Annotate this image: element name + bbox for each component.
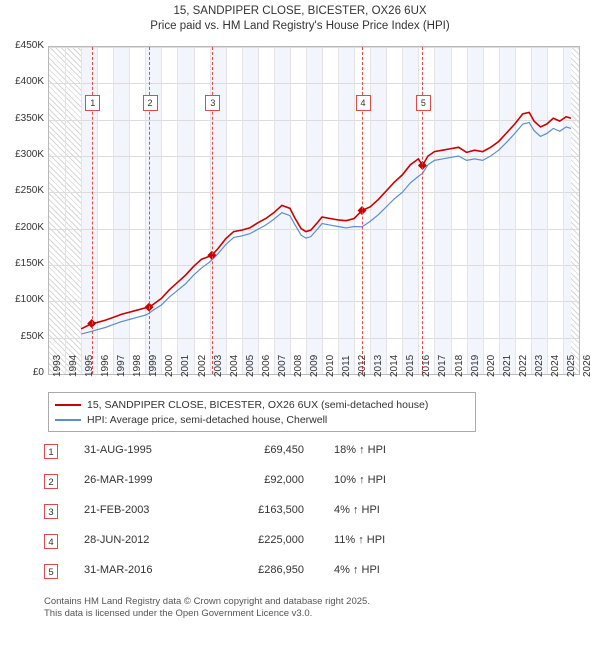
table-row [44, 560, 564, 590]
legend-item-hpi [55, 412, 469, 427]
row-date: 28-JUN-2012 [84, 534, 150, 546]
line-hpi-average [81, 123, 571, 334]
x-tick-label: 2004 [228, 354, 240, 377]
x-tick-label: 2014 [389, 354, 401, 377]
y-tick-label: £300K [15, 149, 44, 160]
x-tick-label: 2024 [549, 354, 561, 377]
y-tick-label: £250K [15, 185, 44, 197]
footer-attribution [44, 596, 584, 620]
x-tick-label: 1998 [132, 354, 144, 377]
row-hpi-delta: 18% ↑ HPI [334, 444, 386, 456]
x-tick-label: 2003 [212, 354, 224, 377]
table-row [44, 470, 564, 500]
x-tick-label: 2021 [501, 354, 513, 377]
x-tick-label: 2007 [276, 354, 288, 377]
x-tick-label: 1995 [84, 354, 96, 377]
y-tick-label: £200K [15, 221, 44, 233]
legend-label-property: 15, SANDPIPER CLOSE, BICESTER, OX26 6UX (semi-detached house) [87, 398, 429, 411]
legend-swatch-property [55, 404, 81, 406]
x-tick-label: 2011 [341, 355, 353, 377]
table-row [44, 530, 564, 560]
x-tick-label: 2017 [437, 354, 449, 377]
row-marker-number: 5 [44, 564, 58, 579]
x-tick-label: 2026 [582, 354, 593, 377]
title-main: 15, SANDPIPER CLOSE, BICESTER, OX26 6UX [173, 5, 427, 17]
x-tick-label: 2005 [244, 354, 256, 377]
plot-region [48, 46, 580, 375]
series-lines [49, 47, 579, 374]
x-tick-label: 2000 [164, 354, 176, 377]
x-tick-label: 2022 [517, 354, 529, 377]
x-tick-label: 1994 [68, 354, 80, 377]
x-tick-label: 1993 [52, 354, 63, 377]
legend-item-property [55, 397, 469, 412]
row-marker-number: 2 [44, 474, 58, 489]
legend-label-hpi: HPI: Average price, semi-detached house, Cherwell [87, 413, 328, 426]
x-tick-label: 2008 [292, 354, 304, 377]
row-hpi-delta: 4% ↑ HPI [334, 564, 380, 576]
sales-table [44, 440, 564, 590]
x-tick-label: 2020 [485, 354, 497, 377]
y-tick-label: £50K [20, 330, 44, 342]
table-row [44, 500, 564, 530]
row-hpi-delta: 4% ↑ HPI [334, 504, 380, 516]
line-property-price [81, 112, 571, 329]
sale-marker-label: 5 [416, 95, 431, 111]
sale-marker-label: 3 [205, 95, 220, 111]
x-tick-label: 2015 [405, 354, 417, 377]
footer-line-2: This data is licensed under the Open Government Licence v3.0. [44, 608, 313, 619]
y-tick-label: £450K [15, 40, 44, 51]
row-marker-number: 4 [44, 534, 58, 549]
row-price: £225,000 [258, 534, 304, 546]
row-date: 31-MAR-2016 [84, 564, 153, 576]
y-tick-label: £0 [32, 367, 44, 378]
x-tick-label: 2010 [325, 354, 337, 377]
table-row [44, 440, 564, 470]
row-date: 26-MAR-1999 [84, 474, 153, 486]
row-price: £69,450 [264, 444, 304, 456]
title-sub: Price paid vs. HM Land Registry's House Price Index (HPI) [150, 20, 450, 32]
x-tick-label: 2019 [469, 354, 481, 377]
x-tick-label: 1996 [100, 354, 112, 377]
x-tick-label: 2016 [421, 354, 433, 377]
sale-marker-label: 1 [85, 95, 100, 111]
sale-marker-label: 2 [143, 95, 158, 111]
x-tick-label: 1999 [148, 354, 160, 377]
footer-line-1: Contains HM Land Registry data © Crown copyright and database right 2025. [44, 596, 370, 607]
x-tick-label: 2025 [565, 354, 577, 377]
chart-legend [48, 392, 476, 432]
y-tick-label: £100K [15, 294, 44, 306]
x-tick-label: 2012 [357, 354, 369, 377]
row-price: £286,950 [258, 564, 304, 576]
row-price: £92,000 [264, 474, 304, 486]
x-tick-label: 2009 [308, 354, 320, 377]
row-price: £163,500 [258, 504, 304, 516]
x-tick-label: 2018 [453, 354, 465, 377]
row-date: 21-FEB-2003 [84, 504, 150, 516]
x-tick-label: 2001 [180, 354, 192, 377]
sale-marker-label: 4 [356, 95, 371, 111]
row-hpi-delta: 11% ↑ HPI [334, 534, 386, 546]
x-tick-label: 2002 [196, 354, 208, 377]
x-tick-label: 2013 [373, 354, 385, 377]
row-date: 31-AUG-1995 [84, 444, 152, 456]
x-tick-label: 1997 [116, 354, 128, 377]
x-tick-label: 2006 [260, 354, 272, 377]
y-tick-label: £350K [15, 112, 44, 124]
y-tick-label: £150K [15, 258, 44, 269]
row-marker-number: 3 [44, 504, 58, 519]
x-tick-label: 2023 [533, 354, 545, 377]
legend-swatch-hpi [55, 419, 81, 421]
chart-area [0, 38, 600, 378]
y-tick-label: £400K [15, 76, 44, 88]
row-hpi-delta: 10% ↑ HPI [334, 474, 386, 486]
row-marker-number: 1 [44, 444, 58, 459]
page-title [0, 4, 600, 34]
